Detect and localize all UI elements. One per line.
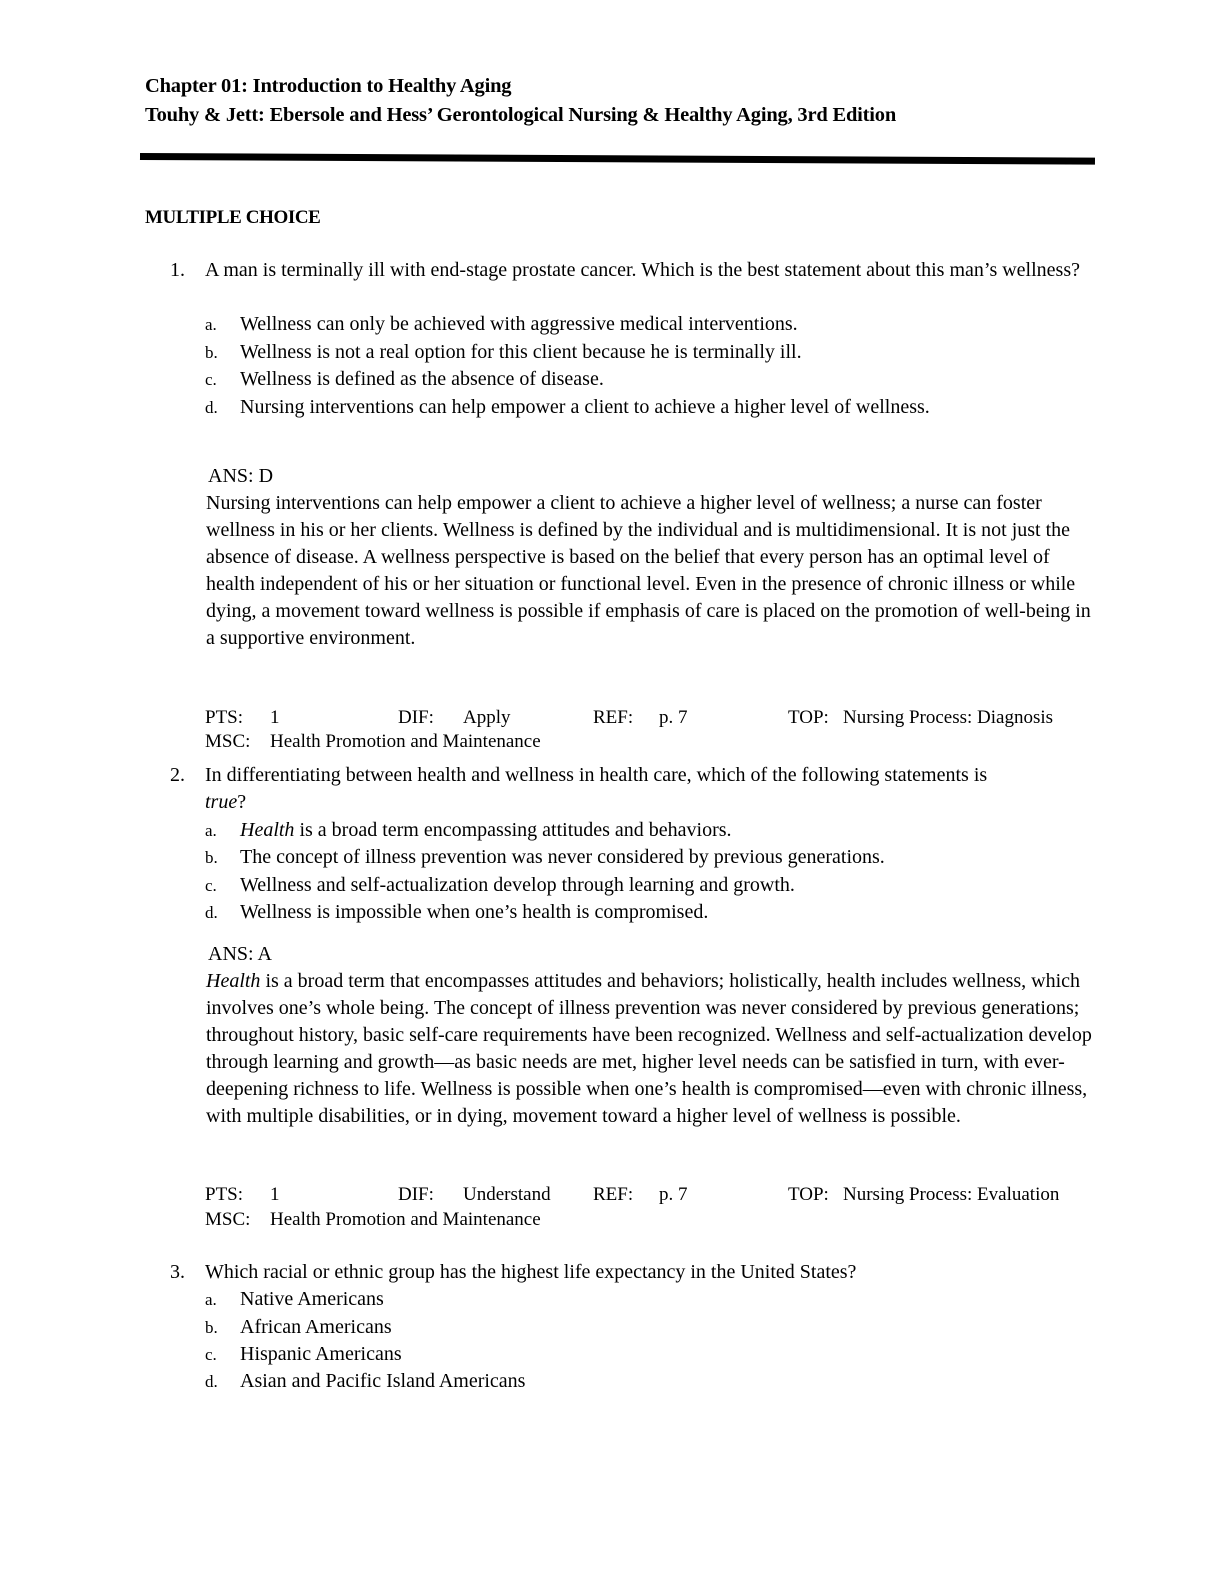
question-stem: A man is terminally ill with end-stage prostate cancer. Which is the best statement about this man’s wellness?	[205, 259, 1080, 281]
choice-letter: b.	[205, 1318, 218, 1337]
pts-label: PTS:	[205, 707, 244, 728]
choice-letter: d.	[205, 398, 218, 417]
choice-text: Wellness is not a real option for this client because he is terminally ill.	[240, 341, 802, 363]
choice-text: Native Americans	[240, 1288, 384, 1310]
rationale	[206, 968, 1101, 1130]
question-stem: Which racial or ethnic group has the highest life expectancy in the United States?	[205, 1261, 857, 1283]
book-title: Touhy & Jett: Ebersole and Hess’ Gerontological Nursing & Healthy Aging, 3rd Edition	[145, 104, 897, 126]
choice-letter: c.	[205, 876, 217, 895]
choice-letter: c.	[205, 370, 217, 389]
pts-value: 1	[270, 1184, 280, 1205]
choice-text	[240, 817, 960, 844]
msc-label: MSC:	[205, 731, 251, 752]
choice-letter: b.	[205, 343, 218, 362]
stem-end: ?	[237, 791, 247, 813]
answer-key: ANS: D	[208, 465, 274, 487]
choice-letter: d.	[205, 903, 218, 922]
choice-letter: d.	[205, 1372, 218, 1391]
choice-text: African Americans	[240, 1316, 392, 1338]
choice-text: Wellness is defined as the absence of disease.	[240, 368, 604, 390]
ref-label: REF:	[593, 1184, 634, 1205]
msc-value: Health Promotion and Maintenance	[270, 1209, 541, 1230]
choice-text: The concept of illness prevention was never considered by previous generations.	[240, 846, 885, 868]
header-rule	[140, 153, 1095, 165]
choice-text: Wellness and self-actualization develop through learning and growth.	[240, 874, 795, 896]
choice-letter: a.	[205, 1290, 217, 1309]
choice-text: Wellness is impossible when one’s health is compromised.	[240, 901, 709, 923]
choice-letter: c.	[205, 1345, 217, 1364]
ref-value: p. 7	[659, 1184, 688, 1205]
dif-value: Understand	[463, 1184, 551, 1205]
stem-emphasis: true	[205, 791, 238, 813]
rationale-emphasis: Health	[206, 970, 261, 992]
section-title: MULTIPLE CHOICE	[145, 207, 321, 228]
answer-key: ANS: A	[208, 943, 272, 965]
choice-letter: b.	[205, 848, 218, 867]
question-number: 1.	[170, 259, 185, 281]
dif-value: Apply	[463, 707, 511, 728]
rationale-text: is a broad term that encompasses attitudes and behaviors; holistically, health includes wellness, which involves one’s whole being. The concept of illness prevention was never considered by previous generations; throughout history, basic self-care requirements have been recognized. Wellness and self-actualization develop through learning and growth—as basic needs are met, higher level needs can be satisfied in turn, with ever-deepening richness to life. Wellness is possible when one’s health is compromised—even with chronic illness, with multiple disabilities, or in dying, movement toward a higher level of wellness is possible.	[206, 970, 1092, 1127]
pts-label: PTS:	[205, 1184, 244, 1205]
ref-label: REF:	[593, 707, 634, 728]
choice-letter: a.	[205, 821, 217, 840]
choice-text: Nursing interventions can help empower a client to achieve a higher level of wellness.	[240, 396, 930, 418]
msc-value: Health Promotion and Maintenance	[270, 731, 541, 752]
dif-label: DIF:	[398, 707, 434, 728]
choice-text: Wellness can only be achieved with aggressive medical interventions.	[240, 313, 798, 335]
question-stem	[205, 762, 1005, 816]
rationale: Nursing interventions can help empower a client to achieve a higher level of wellness; a nurse can foster wellness in his or her clients. Wellness is defined by the individual and is multidimensional. It is not just the absence of disease. A wellness perspective is based on the belief that every person has an optimal level of health independent of his or her situation or functional level. Even in the presence of chronic illness or while dying, a movement toward wellness is possible if emphasis of care is placed on the promotion of well-being in a supportive environment.	[206, 492, 1091, 649]
choice-letter: a.	[205, 315, 217, 334]
top-value: Nursing Process: Evaluation	[843, 1184, 1060, 1205]
dif-label: DIF:	[398, 1184, 434, 1205]
question-number: 3.	[170, 1261, 185, 1283]
top-value: Nursing Process: Diagnosis	[843, 707, 1054, 728]
stem-text: In differentiating between health and wellness in health care, which of the following statements is	[205, 764, 988, 786]
top-label: TOP:	[788, 1184, 829, 1205]
pts-value: 1	[270, 707, 280, 728]
msc-label: MSC:	[205, 1209, 251, 1230]
choice-emphasis: Health	[240, 819, 295, 841]
choice-text-rest: is a broad term encompassing attitudes and behaviors.	[294, 819, 732, 841]
ref-value: p. 7	[659, 707, 688, 728]
top-label: TOP:	[788, 707, 829, 728]
choice-text: Asian and Pacific Island Americans	[240, 1370, 526, 1392]
question-number: 2.	[170, 764, 185, 786]
choice-text: Hispanic Americans	[240, 1343, 402, 1365]
chapter-title: Chapter 01: Introduction to Healthy Aging	[145, 75, 512, 97]
document-header	[145, 72, 896, 130]
